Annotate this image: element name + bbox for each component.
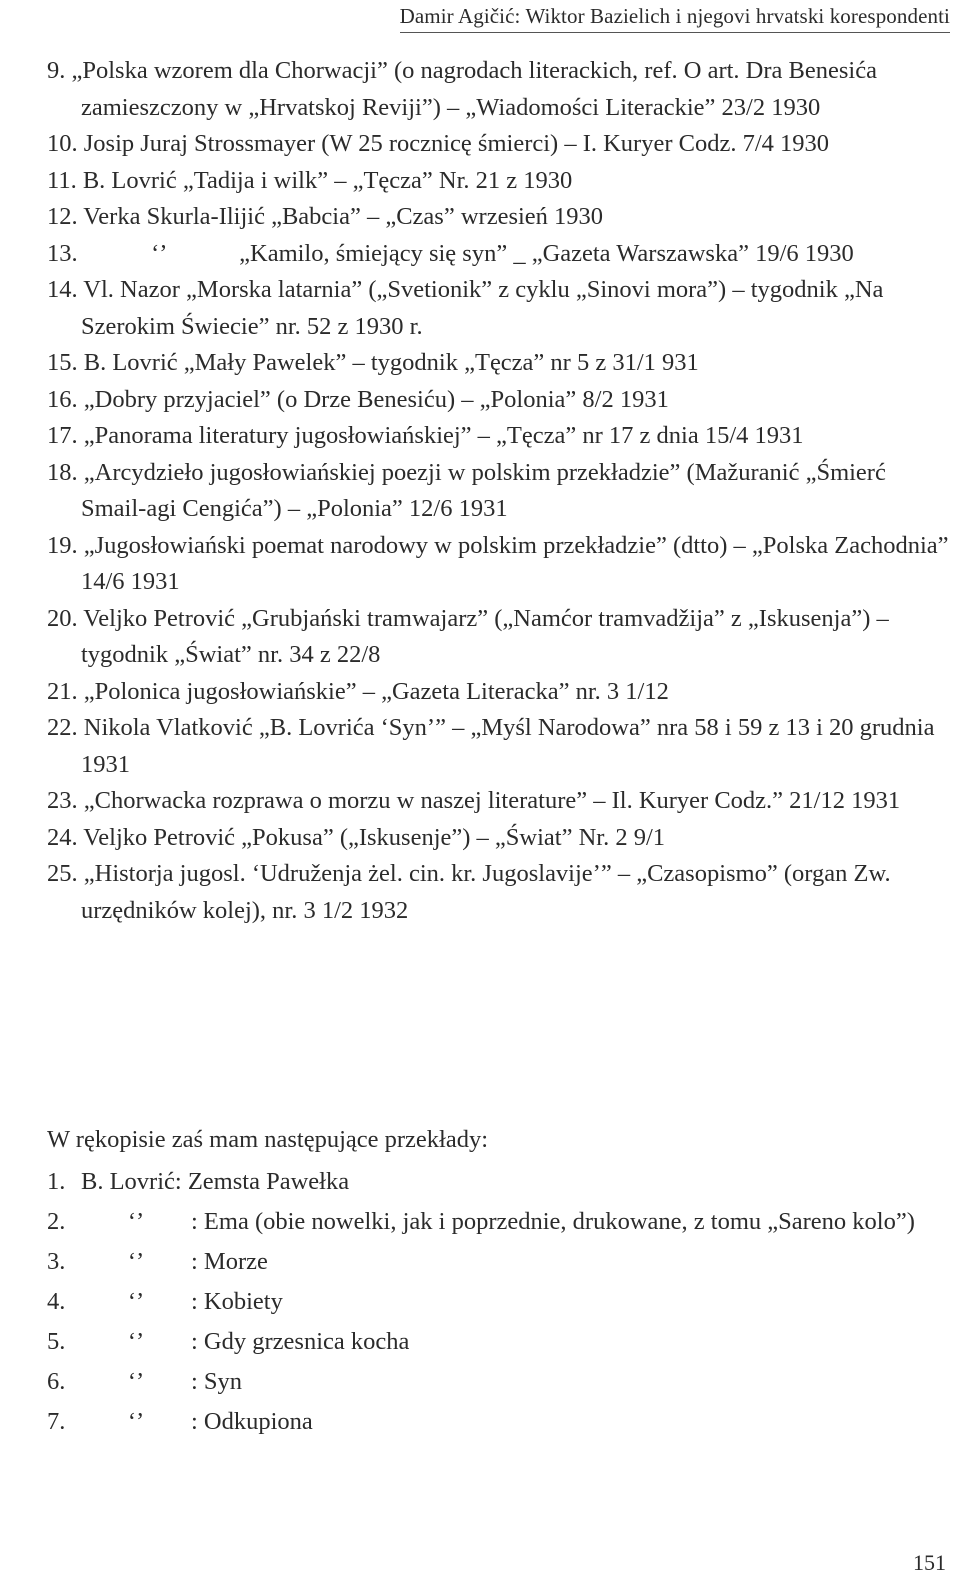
ditto-mark: ‘’ — [127, 1208, 145, 1235]
manuscripts-list — [47, 1162, 952, 1442]
ditto-mark: ‘’ — [127, 1288, 145, 1315]
list-item: 9. „Polska wzorem dla Chorwacji” (o nagrodach literackich, ref. O art. Dra Benesića zamieszczony w „Hrvatskoj Reviji”) – „Wiadomości Literackie” 23/2 1930 — [47, 57, 877, 121]
list-item: 11. B. Lovrić „Tadija i wilk” – „Tęcza” Nr. 21 z 1930 — [47, 166, 573, 194]
item-text: : Odkupiona — [191, 1408, 313, 1435]
item-text: : Syn — [191, 1368, 243, 1395]
published-articles-list — [47, 53, 952, 929]
list-item: 15. B. Lovrić „Mały Pawelek” – tygodnik „Tęcza” nr 5 z 31/1 931 — [47, 349, 699, 376]
page-number: 151 — [913, 1550, 946, 1575]
item-text: B. Lovrić: Zemsta Pawełka — [81, 1168, 350, 1195]
list-item: 18. „Arcydzieło jugosłowiańskiej poezji w polskim przekładzie” (Mažuranić „Śmierć Smail-agi Cengića”) – „Polonia” 12/6 1931 — [47, 458, 886, 522]
list-item: 23. „Chorwacka rozprawa o morzu w naszej literature” – Il. Kuryer Codz.” 21/12 1931 — [47, 787, 901, 814]
item-number: 4. — [47, 1288, 66, 1315]
list-item — [47, 1242, 952, 1282]
list-item — [47, 1202, 952, 1242]
item-number: 1. — [47, 1168, 66, 1195]
list-item — [47, 1322, 952, 1362]
ditto-mark: ‘’ — [127, 1248, 145, 1275]
item-text: : Morze — [191, 1248, 268, 1275]
list-item: 14. Vl. Nazor „Morska latarnia” („Svetionik” z cyklu „Sinovi mora”) – tygodnik „Na Szerokim Świecie” nr. 52 z 1930 r. — [47, 276, 884, 340]
item-number: 5. — [47, 1328, 66, 1355]
item-number: 2. — [47, 1208, 66, 1235]
item-number: 3. — [47, 1248, 66, 1275]
list-item: 10. Josip Juraj Strossmayer (W 25 rocznicę śmierci) – I. Kuryer Codz. 7/4 1930 — [47, 130, 830, 157]
item-text: : Gdy grzesnica kocha — [191, 1328, 410, 1355]
list-item — [47, 1162, 952, 1202]
list-item: 19. „Jugosłowiański poemat narodowy w polskim przekładzie” (dtto) – „Polska Zachodnia” 14/6 1931 — [47, 531, 949, 595]
list-item: 16. „Dobry przyjaciel” (o Drze Benesiću) – „Polonia” 8/2 1931 — [47, 385, 669, 413]
ditto-mark: ‘’ — [127, 1328, 145, 1355]
list-item — [47, 1402, 952, 1442]
item-number: 6. — [47, 1368, 66, 1395]
list-item: 12. Verka Skurla-Ilijić „Babcia” – „Czas” wrzesień 1930 — [47, 203, 604, 230]
list-item: 24. Veljko Petrović „Pokusa” („Iskusenje”) – „Świat” Nr. 2 9/1 — [47, 823, 666, 851]
list-item: 21. „Polonica jugosłowiańskie” – „Gazeta Literacka” nr. 3 1/12 — [47, 677, 669, 705]
list-item: 25. „Historja jugosl. ‘Udruženja żel. cin. kr. Jugoslavije’” – „Czasopismo” (organ Zw. urzędników kolej), nr. 3 1/2 1932 — [47, 860, 891, 924]
list-item — [47, 1282, 952, 1322]
ditto-mark: ‘’ — [127, 1408, 145, 1435]
list-item: 20. Veljko Petrović „Grubjański tramwajarz” („Namćor tramvadžija” z „Iskusenja”) – tygodnik „Świat” nr. 34 z 22/8 — [47, 604, 889, 668]
list-item — [47, 1362, 952, 1402]
list-item: 17. „Panorama literatury jugosłowiańskiej” – „Tęcza” nr 17 z dnia 15/4 1931 — [47, 422, 804, 449]
item-text: : Ema (obie nowelki, jak i poprzednie, drukowane, z tomu „Sareno kolo”) — [191, 1208, 915, 1235]
ditto-mark: ‘’ — [127, 1368, 145, 1395]
list-item: 13. ‘’ „Kamilo, śmiejący się syn” _ „Gazeta Warszawska” 19/6 1930 — [47, 239, 854, 267]
item-text: : Kobiety — [191, 1288, 283, 1315]
item-number: 7. — [47, 1408, 66, 1435]
manuscripts-intro: W rękopisie zaś mam następujące przekłady: — [47, 1126, 489, 1153]
running-header: Damir Agičić: Wiktor Bazielich i njegovi hrvatski korespondenti — [400, 4, 950, 33]
list-item: 22. Nikola Vlatković „B. Lovrića ‘Syn’” – „Myśl Narodowa” nra 58 i 59 z 13 i 20 grudnia 1931 — [47, 714, 935, 778]
